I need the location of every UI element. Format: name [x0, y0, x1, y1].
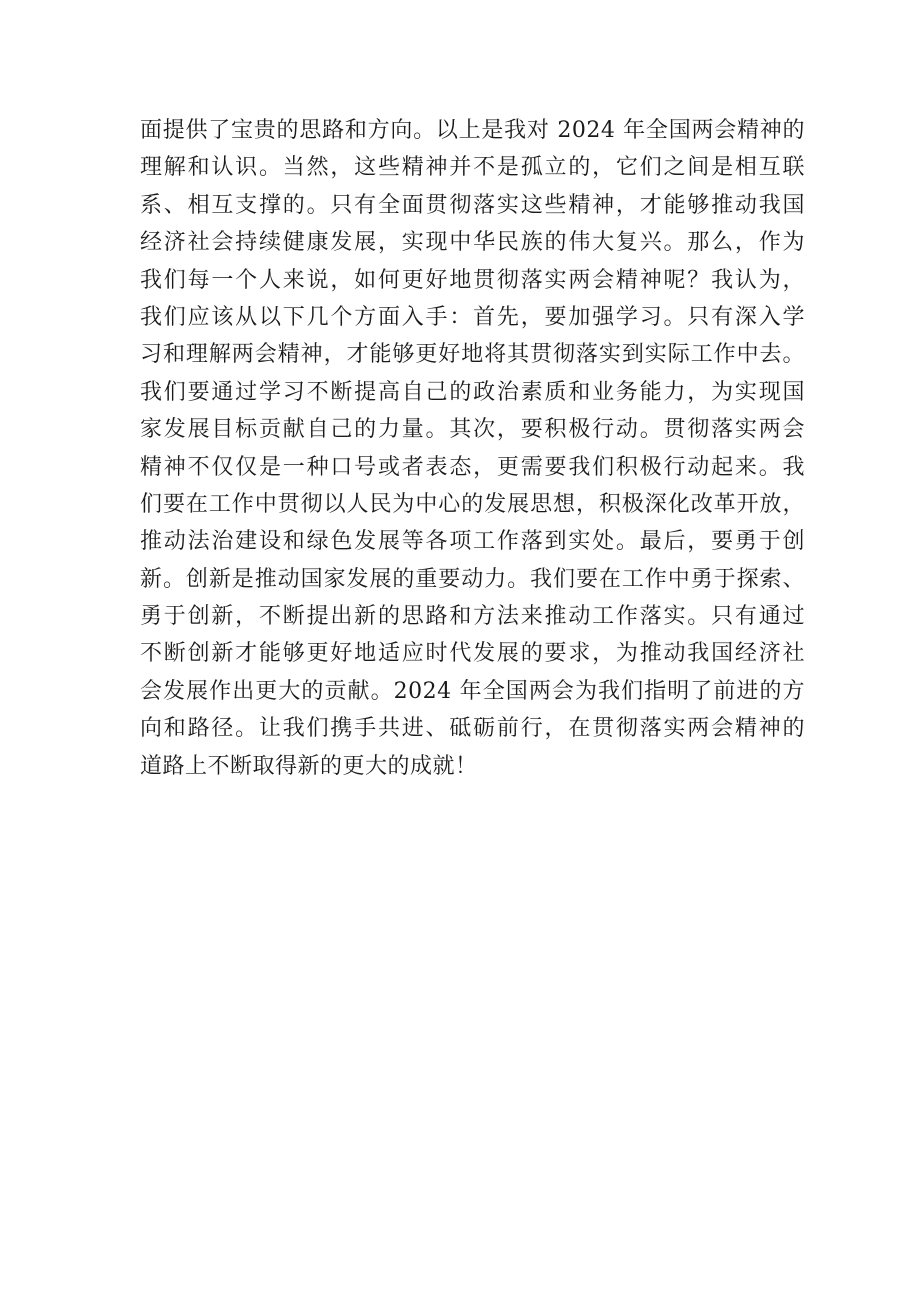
text-line: 我们要通过学习不断提高自己的政治素质和业务能力，为实现国	[140, 379, 805, 405]
text-line: 系、相互支撑的。只有全面贯彻落实这些精神，才能够推动我国	[140, 192, 805, 218]
text-line: 会发展作出更大的贡献。2024 年全国两会为我们指明了前进的方	[140, 678, 805, 704]
text-line: 新。创新是推动国家发展的重要动力。我们要在工作中勇于探索、	[140, 566, 805, 592]
text-line: 不断创新才能够更好地适应时代发展的要求，为推动我国经济社	[140, 641, 805, 667]
text-line: 家发展目标贡献自己的力量。其次，要积极行动。贯彻落实两会	[140, 417, 805, 443]
text-line: 面提供了宝贵的思路和方向。以上是我对 2024 年全国两会精神的	[140, 118, 805, 143]
text-line: 勇于创新，不断提出新的思路和方法来推动工作落实。只有通过	[140, 604, 805, 630]
text-line: 向和路径。让我们携手共进、砥砺前行，在贯彻落实两会精神的	[140, 716, 805, 742]
body-paragraph	[140, 112, 805, 785]
text-line: 们要在工作中贯彻以人民为中心的发展思想，积极深化改革开放，	[140, 491, 805, 517]
text-line: 精神不仅仅是一种口号或者表态，更需要我们积极行动起来。我	[140, 454, 805, 480]
text-line: 道路上不断取得新的更大的成就！	[140, 753, 478, 779]
text-line: 我们每一个人来说，如何更好地贯彻落实两会精神呢？我认为，	[140, 267, 805, 293]
text-line: 我们应该从以下几个方面入手：首先，要加强学习。只有深入学	[140, 304, 805, 330]
text-line: 推动法治建设和绿色发展等各项工作落到实处。最后，要勇于创	[140, 529, 805, 555]
text-line: 理解和认识。当然，这些精神并不是孤立的，它们之间是相互联	[140, 155, 805, 181]
text-line: 习和理解两会精神，才能够更好地将其贯彻落实到实际工作中去。	[140, 342, 805, 368]
text-line: 经济社会持续健康发展，实现中华民族的伟大复兴。那么，作为	[140, 230, 805, 256]
